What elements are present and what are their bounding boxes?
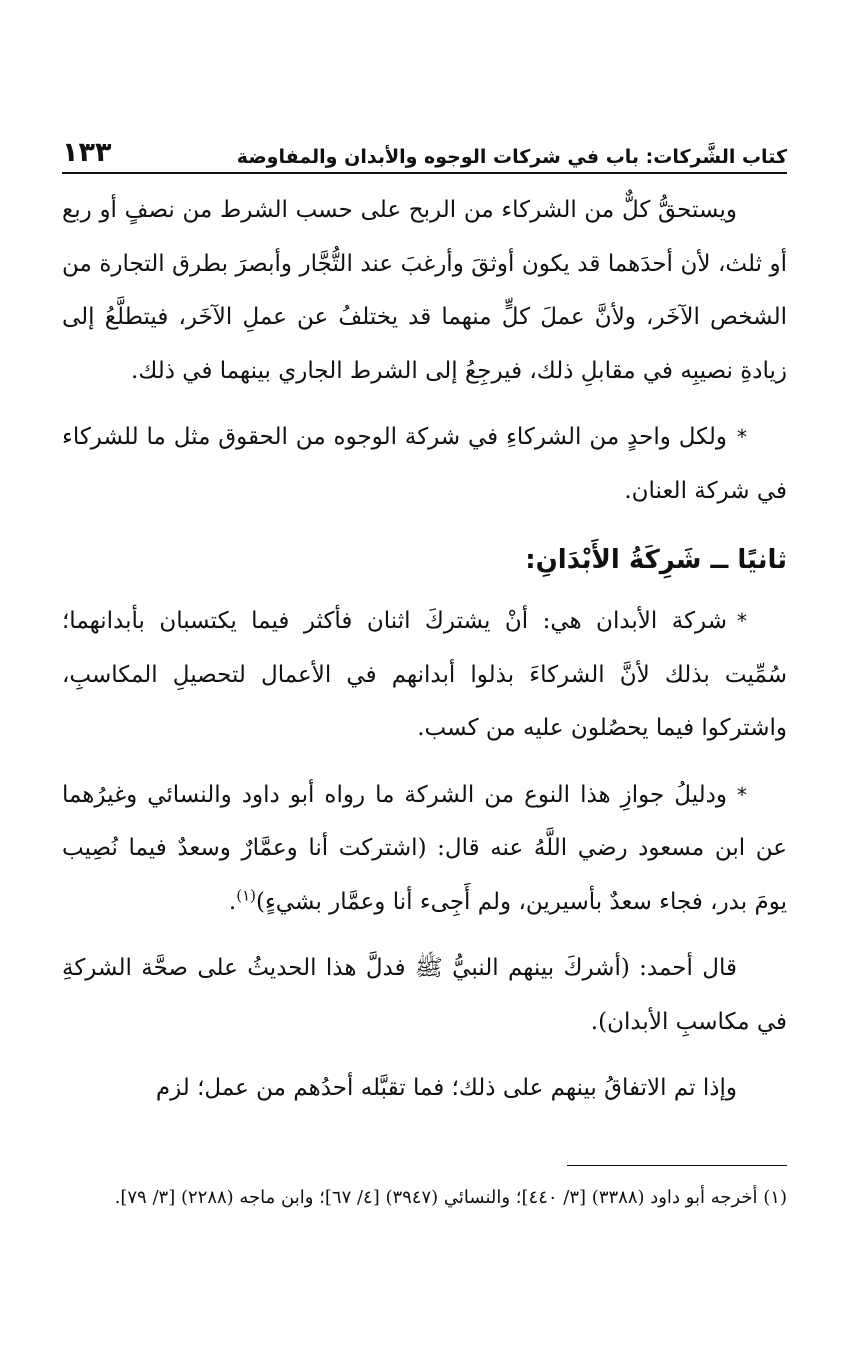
paragraph-profit-share: ويستحقُّ كلٌّ من الشركاء من الربح على حسب الشرط من نصفٍ أو ربع أو ثلث، لأن أحدَهما قد يكون أوثقَ وأرغبَ عند التُّجَّار وأبصرَ بطرق التجارة من الشخص الآخَر، ولأنَّ عملَ كلٍّ منهما قد يختلفُ عن عملِ الآخَر، فيتطلَّعُ إلى زيادةِ نصيبِه في مقابلِ ذلك، فيرجِعُ إلى الشرط الجاري بينهما في ذلك. [62, 197, 787, 384]
paragraph-agreement: وإذا تم الاتفاقُ بينهم على ذلك؛ فما تقبَّله أحدُهم من عمل؛ لزم [155, 1075, 737, 1101]
footnotes [62, 1180, 787, 1216]
asterisk-bullet: * [737, 425, 747, 449]
asterisk-bullet: * [737, 609, 747, 633]
asterisk-bullet: * [737, 782, 747, 807]
main-text [62, 184, 787, 1129]
paragraph-rights-wujooh: *ولكل واحدٍ من الشركاءِ في شركة الوجوه من الحقوق مثل ما للشركاء في شركة العنان. [62, 424, 787, 504]
paragraph-ahmad-quote: قال أحمد: (أشركَ بينهم النبيُّ ﷺ فدلَّ هذا الحديثُ على صحَّة الشركةِ في مكاسبِ الأبدان). [62, 955, 787, 1035]
header-rule [62, 172, 787, 174]
running-title: كتاب الشَّركات: باب في شركات الوجوه والأبدان والمفاوضة [236, 146, 787, 168]
footnote-1: (١) أخرجه أبو داود (٣٣٨٨) [٣/ ٤٤٠]؛ والنسائي (٣٩٤٧) [٤/ ٦٧]؛ وابن ماجه (٢٢٨٨) [٣/ ٧٩]. [114, 1187, 787, 1208]
page-header [62, 128, 787, 168]
footnote-reference[interactable]: (١) [236, 885, 256, 904]
paragraph-definition: *شركة الأبدان هي: أنْ يشتركَ اثنان فأكثر فيما يكتسبان بأبدانهما؛ سُمِّيت بذلك لأنَّ الشركاءَ بذلوا أبدانهم في الأعمال لتحصيلِ المكاسبِ، واشتركوا فيما يحصُلون عليه من كسب. [62, 608, 787, 741]
page-number: ١٣٣ [62, 137, 112, 168]
section-heading: ثانيًا ــ شَرِكَةُ الأَبْدَانِ: [525, 545, 787, 575]
paragraph-evidence: *ودليلُ جوازِ هذا النوع من الشركة ما رواه أبو داود والنسائي وغيرُهما عن ابن مسعود رضي اللَّهُ عنه قال: (اشتركت أنا وعمَّارٌ وسعدٌ فيما نُصِيب يومَ بدر، فجاء سعدٌ بأسيرين، ولم أَجِىء أنا وعمَّار بشيءٍ)$^{(١)}$. [62, 781, 787, 915]
footnote-rule [567, 1165, 787, 1166]
